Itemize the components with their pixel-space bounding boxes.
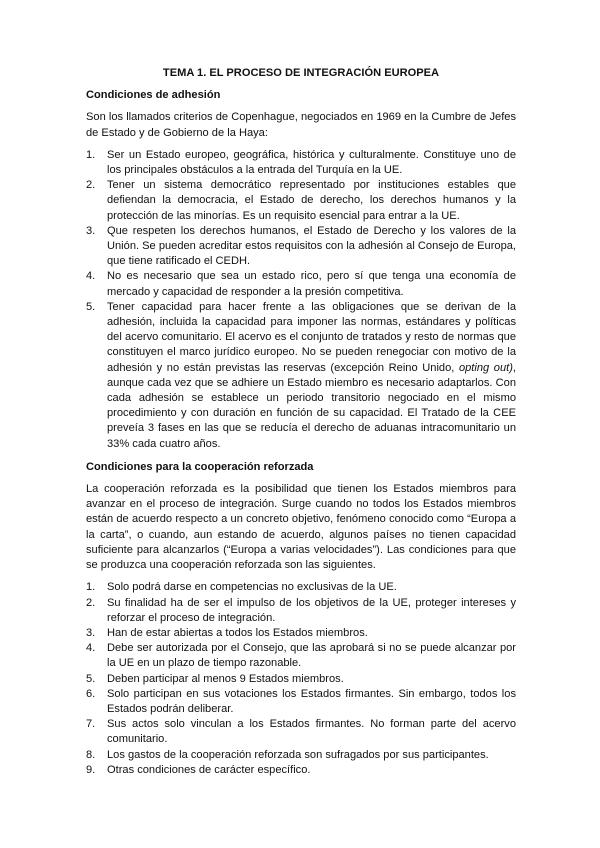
list-item-text: Han de estar abiertas a todos los Estados miembros. bbox=[107, 626, 368, 639]
list-item-text: Solo participan en sus votaciones los Estados firmantes. Sin embargo, todos los Estados podrán deliberar. bbox=[107, 687, 516, 715]
list-item bbox=[86, 224, 516, 270]
list-item bbox=[86, 300, 516, 452]
cooperation-conditions-list bbox=[86, 580, 516, 778]
list-item-text: Solo podrá darse en competencias no exclusivas de la UE. bbox=[107, 581, 397, 594]
adhesion-criteria-list bbox=[86, 148, 516, 452]
list-item bbox=[86, 763, 516, 778]
list-item-text: Ser un Estado europeo, geográfica, histórica y culturalmente. Constituye uno de los principales obstáculos a la entrada del Turquía en la UE. bbox=[107, 148, 516, 177]
list-item-text: Deben participar al menos 9 Estados miembros. bbox=[107, 672, 344, 685]
list-item-number: 3. bbox=[86, 626, 96, 639]
list-item-number: 4. bbox=[86, 642, 96, 655]
list-item-text: No es necesario que sea un estado rico, pero sí que tenga una economía de mercado y capacidad de responder a la presión competitiva. bbox=[107, 270, 516, 298]
list-item-number: 1. bbox=[86, 581, 96, 594]
list-item-number: 9. bbox=[86, 763, 96, 776]
section-heading-cooperation: Condiciones para la cooperación reforzada bbox=[86, 460, 314, 473]
list-item bbox=[86, 580, 516, 595]
list-item-text: Debe ser autorizada por el Consejo, que las aprobará si no se puede alcanzar por la UE en un plazo de tiempo razonable. bbox=[107, 642, 516, 670]
list-item bbox=[86, 596, 516, 626]
list-item-text-start: Tener capacidad para hacer frente a las obligaciones que se derivan de la adhesión, incluida la capacidad para imponer las normas, estándares y políticas del acervo comunitario. El acervo es el conjunto de tratados y resto de normas que constituyen el marco jurídico europeo. No se pueden renegociar con motivo de la adhesión y no están previstas las reservas (excepción Reino Unido, bbox=[107, 300, 516, 374]
list-item bbox=[86, 687, 516, 717]
list-item-number: 3. bbox=[86, 224, 96, 237]
list-item-number: 7. bbox=[86, 718, 96, 731]
list-item-text-italic: opting out) bbox=[458, 361, 513, 374]
list-item-number: 2. bbox=[86, 596, 96, 609]
list-item bbox=[86, 148, 516, 178]
list-item-number: 6. bbox=[86, 687, 96, 700]
section-intro-cooperation: La cooperación reforzada es la posibilidad que tienen los Estados miembros para avanzar en el proceso de integración. Surge cuando no todos los Estados miembros están de acuerdo respecto a un concreto objetivo, fenómeno conocido como “Europa a la carta”, o cuando, aun estando de acuerdo, algunos países no tienen capacidad suficiente para alcanzarlos (“Europa a varias velocidades”). Las condiciones para que se produzca una cooperación reforzada son las siguientes. bbox=[86, 483, 516, 572]
list-item bbox=[86, 269, 516, 299]
list-item bbox=[86, 178, 516, 224]
list-item-number: 2. bbox=[86, 179, 96, 192]
list-item-text: Que respeten los derechos humanos, el Estado de Derecho y los valores de la Unión. Se pueden acreditar estos requisitos con la adhesión al Consejo de Europa, que tiene ratificado el CEDH. bbox=[107, 224, 516, 268]
list-item-text: Sus actos solo vinculan a los Estados firmantes. No forman parte del acervo comunitario. bbox=[107, 718, 516, 746]
list-item-number: 5. bbox=[86, 300, 96, 313]
list-item bbox=[86, 626, 516, 641]
section-intro-adhesion: Son los llamados criterios de Copenhague, negociados en 1969 en la Cumbre de Jefes de Estado y de Gobierno de la Haya: bbox=[86, 111, 516, 139]
list-item-text: Tener un sistema democrático representado por instituciones estables que defiendan la democracia, el Estado de derecho, los derechos humanos y la protección de las minorías. Es un requisito esencial para entrar a la UE. bbox=[107, 179, 516, 222]
document-page bbox=[86, 66, 516, 786]
list-item-text-end: , aunque cada vez que se adhiere un Estado miembro es necesario adaptarlos. Con cada adhesión se establece un periodo transitorio negociado en el mismo procedimiento y con duración en función de su capacidad. El Tratado de la CEE preveía 3 fases en las que se reducía el derecho de aduanas intracomunitario un 33% cada cuatro años. bbox=[107, 361, 516, 450]
list-item-number: 5. bbox=[86, 672, 96, 685]
document-title: TEMA 1. EL PROCESO DE INTEGRACIÓN EUROPEA bbox=[162, 67, 440, 79]
list-item-number: 1. bbox=[86, 148, 96, 161]
section-heading-adhesion: Condiciones de adhesión bbox=[86, 89, 221, 102]
list-item bbox=[86, 748, 516, 763]
list-item bbox=[86, 672, 516, 687]
list-item bbox=[86, 641, 516, 671]
list-item-text: Su finalidad ha de ser el impulso de los objetivos de la UE, proteger intereses y reforzar el proceso de integración. bbox=[107, 596, 516, 624]
list-item-number: 8. bbox=[86, 748, 96, 761]
list-item bbox=[86, 717, 516, 747]
list-item-number: 4. bbox=[86, 270, 96, 283]
list-item-text: Otras condiciones de carácter específico. bbox=[107, 763, 311, 776]
list-item-text: Los gastos de la cooperación reforzada son sufragados por sus participantes. bbox=[107, 748, 489, 761]
